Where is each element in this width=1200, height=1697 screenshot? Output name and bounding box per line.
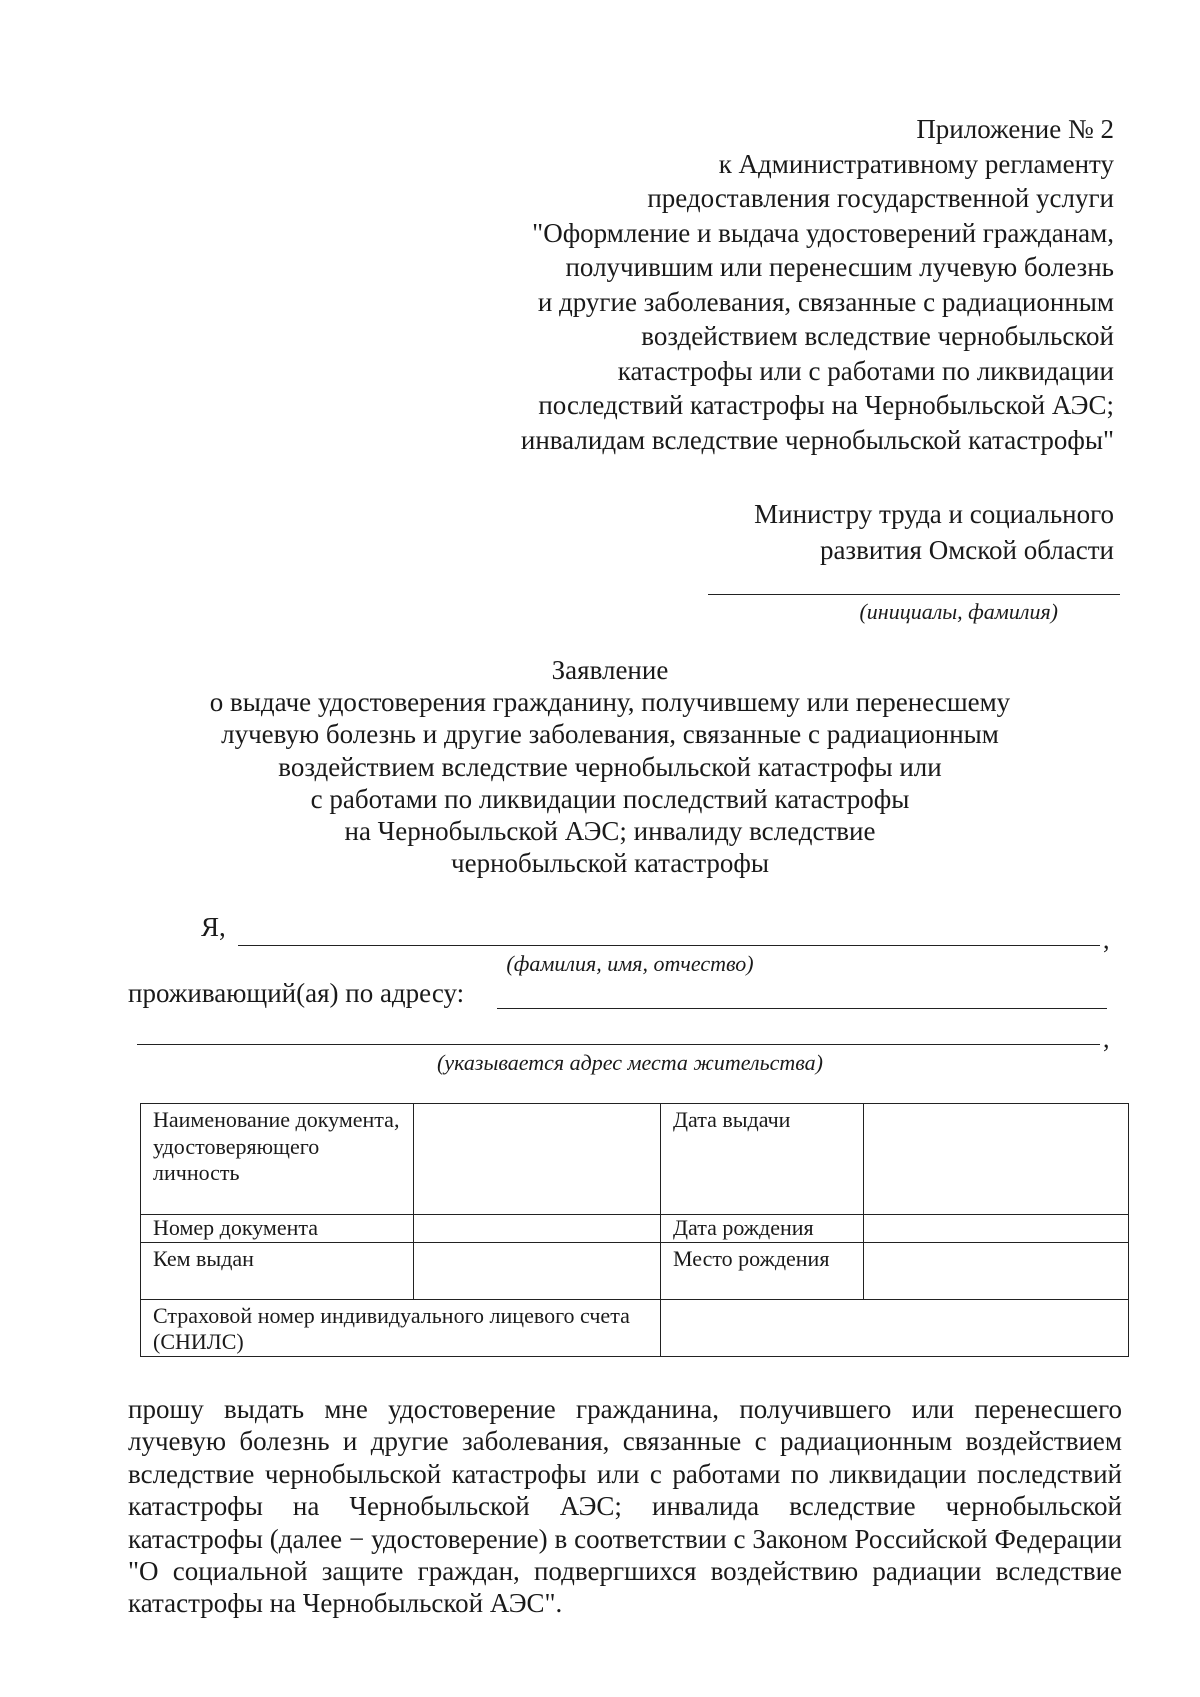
table-row xyxy=(141,1299,1129,1356)
title-line: чернобыльской катастрофы xyxy=(451,848,769,879)
birth-place-value[interactable] xyxy=(864,1242,1129,1299)
birth-date-label: Дата рождения xyxy=(661,1215,864,1243)
addressee-name-field[interactable] xyxy=(708,594,1120,595)
birth-place-label: Место рождения xyxy=(661,1242,864,1299)
appendix-line: получившим или перенесшим лучевую болезнь xyxy=(565,252,1114,282)
appendix-line: последствий катастрофы на Чернобыльской АЭС; xyxy=(538,390,1114,420)
title-line: воздействием вследствие чернобыльской катастрофы или xyxy=(278,751,942,782)
doc-name-value[interactable] xyxy=(414,1104,661,1215)
full-name-field[interactable] xyxy=(238,945,1100,946)
title-heading: Заявление xyxy=(551,655,669,685)
title-line: на Чернобыльской АЭС; инвалиду вследствие xyxy=(344,816,876,847)
doc-name-label: Наименование документа, удостоверяющего личность xyxy=(141,1104,414,1215)
issue-date-value[interactable] xyxy=(864,1104,1129,1215)
appendix-line: и другие заболевания, связанные с радиационным xyxy=(537,286,1114,317)
addressee-caption: (инициалы, фамилия) xyxy=(859,599,1058,624)
issue-date-label: Дата выдачи xyxy=(661,1104,864,1215)
snils-label: Страховой номер индивидуального лицевого счета (СНИЛС) xyxy=(141,1299,661,1356)
appendix-line: предоставления государственной услуги xyxy=(647,183,1114,213)
identity-document-table xyxy=(140,1103,1129,1357)
name-caption: (фамилия, имя, отчество) xyxy=(506,951,754,976)
title-line: с работами по ликвидации последствий катастрофы xyxy=(310,783,910,814)
appendix-line: инвалидам вследствие чернобыльской катастрофы" xyxy=(520,424,1114,455)
addressee-line-1: Министру труда и социального xyxy=(754,499,1114,529)
address-comma: , xyxy=(1103,1024,1110,1053)
statement-title xyxy=(130,654,1090,879)
appendix-line: катастрофы или с работами по ликвидации xyxy=(617,355,1114,386)
title-line: о выдаче удостоверения гражданину, получившему или перенесшему xyxy=(209,687,1011,718)
table-row xyxy=(141,1104,1129,1215)
appendix-line: к Административному регламенту xyxy=(718,148,1114,179)
address-caption: (указывается адрес места жительства) xyxy=(437,1050,823,1075)
addressee-line-2: развития Омской области xyxy=(819,535,1114,565)
name-comma: , xyxy=(1103,925,1110,954)
issued-by-value[interactable] xyxy=(414,1242,661,1299)
doc-number-value[interactable] xyxy=(414,1215,661,1243)
appendix-line: воздействием вследствие чернобыльской xyxy=(641,321,1114,351)
address-field-line-2[interactable] xyxy=(137,1044,1100,1045)
appendix-header xyxy=(521,112,1114,457)
birth-date-value[interactable] xyxy=(864,1215,1129,1243)
doc-number-label: Номер документа xyxy=(141,1215,414,1243)
issued-by-label: Кем выдан xyxy=(141,1242,414,1299)
appendix-line: Приложение № 2 xyxy=(916,114,1114,144)
table-row xyxy=(141,1242,1129,1299)
title-line: лучевую болезнь и другие заболевания, связанные с радиационным xyxy=(221,719,999,750)
name-label: Я, xyxy=(201,912,226,942)
address-field-line-1[interactable] xyxy=(497,1008,1107,1009)
address-label: проживающий(ая) по адресу: xyxy=(128,978,465,1008)
table-row xyxy=(141,1215,1129,1243)
request-paragraph: прошу выдать мне удостоверение гражданина, получившего или перенесшего лучевую болезнь и другие заболевания, связанные с радиационным воздействием вследствие чернобыльской катастрофы или с работами по ликвидации последствий катастрофы на Чернобыльской АЭС; инвалида вследствие чернобыльской катастрофы (далее − удостоверение) в соответствии с Законом Российской Федерации "О социальной защите граждан, подвергшихся воздействию радиации вследствие катастрофы на Чернобыльской АЭС". xyxy=(128,1394,1122,1619)
appendix-line: "Оформление и выдача удостоверений гражданам, xyxy=(532,217,1114,248)
addressee-block xyxy=(754,496,1114,568)
snils-value[interactable] xyxy=(661,1299,1129,1356)
